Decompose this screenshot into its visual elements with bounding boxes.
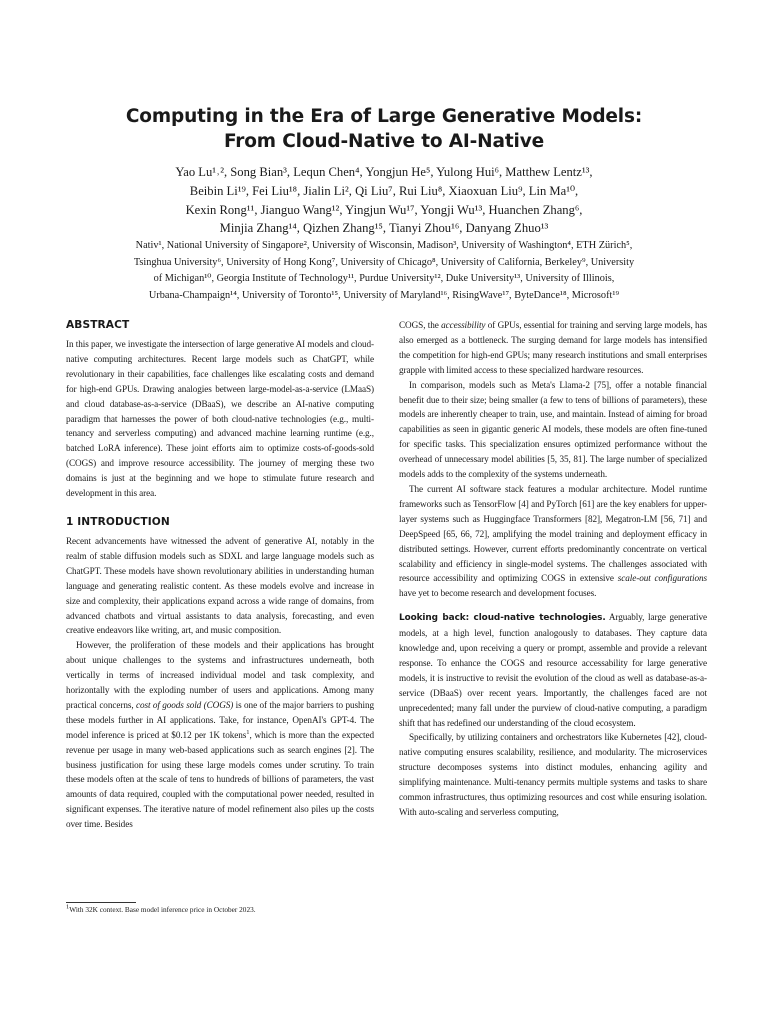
- footnote-mark: 1: [66, 903, 70, 911]
- right-column: [399, 318, 707, 820]
- affiliation-list: [60, 238, 708, 305]
- intro-text: , which is more than the expected revenue per usage in many web-based applications such as search engines [2]. The business justification for using these large models comes under scrutiny. To train these models often at the scale of tens to hundreds of billions of parameters, the vast amounts of data required, coupled with the computational power needed, resulted in significant expenses. The iterative nature of model refinement also piles up the costs over time. Besides: [66, 729, 374, 830]
- author-line: Yao Lu¹˒², Song Bian³, Lequn Chen⁴, Yongjun He⁵, Yulong Hui⁶, Matthew Lentz¹³,: [175, 165, 593, 179]
- footnote: [66, 905, 374, 915]
- right-paragraph-5: Specifically, by utilizing containers and orchestrators like Kubernetes [42], cloud-native computing ensures scalability, resilience, and modularity. The microservices structure decomposes systems into distinct modules, enhancing agility and simplifying maintenance. Multi-tenancy permits multiple systems and tasks to share common infrastructures, thus optimizing resources and cost while ensuring isolation. With auto-scaling and serverless computing,: [399, 732, 707, 817]
- body-text: have yet to become research and development focuses.: [399, 588, 597, 599]
- affiliation-line: Nativ¹, National University of Singapore², University of Wisconsin, Madison³, University of Washington⁴, ETH Zürich⁵,: [135, 240, 633, 251]
- body-text: The current AI software stack features a modular architecture. Model runtime frameworks such as TensorFlow [4] and PyTorch [61] are the key enablers for upper-layer systems such as Huggingface Transformers [82], Megatron-LM [56, 71] and DeepSpeed [65, 66, 72], amplifying the model training and deployment efficacy in distributed settings. However, current efforts predominantly concentrate on vertical scalability and efficiency in single-model systems. The challenges associated with resource accessibility and optimizing COGS in extensive: [399, 483, 707, 584]
- body-text: Arguably, large generative models, at a high level, function analogously to databases. They capture data knowledge and, upon receiving a query or prompt, assemble and provide a relevant response. To enhance the COGS and resource accessability for large generative models, it is instructive to revisit the evolution of the cloud as well as database-as-a-service (DBaaS) over recent years. Importantly, the challenges faced are not unprecedented; many fall under the purview of cloud-native computing, a paradigm shift that has redefined our understanding of the cloud ecosystem.: [399, 612, 707, 728]
- intro-paragraph-1: Recent advancements have witnessed the advent of generative AI, notably in the realm of stable diffusion models such as SDXL and large language models such as ChatGPT. These models have shown revolutionary abilities in understanding human language and generating realistic content. As these models evolve and increase in size and complexity, their applications expand across a wide range of domains, from advanced chatbots and virtual assistants to data analysis, forecasting, and even creative endeavors like writing, art, and music composition.: [66, 535, 374, 636]
- introduction-heading: 1 INTRODUCTION: [66, 515, 170, 528]
- intro-text: is one of the major barriers to pushing these models further in AI applications. Take, for instance, OpenAI's GPT-4. The model inference is priced at $0.12 per 1K tokens: [66, 699, 374, 740]
- paper-title: [60, 104, 708, 154]
- author-line: Kexin Rong¹¹, Jianguo Wang¹², Yingjun Wu¹⁷, Yongji Wu¹³, Huanchen Zhang⁶,: [185, 202, 583, 217]
- right-paragraph-1: [399, 318, 707, 378]
- accessibility-emphasis: accessibility: [441, 320, 486, 330]
- scale-out-emphasis: scale-out configurations: [617, 573, 707, 584]
- footnote-text: With 32K context. Base model inference price in October 2023.: [69, 905, 256, 914]
- right-paragraph-4: [399, 610, 707, 730]
- author-line: Minjia Zhang¹⁴, Qizhen Zhang¹⁵, Tianyi Zhou¹⁶, Danyang Zhuo¹³: [219, 221, 549, 236]
- abstract-body: In this paper, we investigate the intersection of large generative AI models and cloud-native computing architectures. Recent large models such as ChatGPT, while revolutionary in their capabilities, face challenges like escalating costs and demand for high-end GPUs. Drawing analogies between large-model-as-a-service (LMaaS) and cloud database-as-a-service (DBaaS), we describe an AI-native computing paradigm that harnesses the power of both cloud-native technologies (e.g., multi-tenancy and serverless computing) and advanced machine learning runtime (e.g., batched LoRA inference). These joint efforts aim to optimize costs-of-goods-sold (COGS) and improve resource accessibility. The journey of merging these two domains is just at the beginning and we hope to stimulate future research and development in this area.: [66, 339, 374, 499]
- abstract-heading: ABSTRACT: [66, 319, 130, 331]
- body-text: COGS, the: [399, 320, 442, 330]
- footnote-rule: [66, 902, 136, 903]
- left-column: [66, 318, 374, 832]
- affiliation-line: Tsinghua University⁶, University of Hong Kong⁷, University of Chicago⁸, University of California, Berkeley⁹, University: [133, 256, 635, 268]
- author-line: Beibin Li¹⁹, Fei Liu¹⁸, Jialin Li², Qi Liu⁷, Rui Liu⁸, Xiaoxuan Liu⁹, Lin Ma¹⁰,: [189, 183, 579, 198]
- footnote-ref[interactable]: 1: [246, 728, 250, 736]
- intro-paragraph-2: [66, 638, 374, 832]
- body-text: of GPUs, essential for training and serving large models, has also emerged as a bottleneck. The surging demand for large models has intensified the competition for high-end GPUs; many research institutions and small enterprises grapple with limited access to these specialized hardware resources.: [399, 320, 708, 375]
- intro-text: However, the proliferation of these models and their applications has brought about unique challenges to the systems and infrastructures underneath, both vertically in terms of increased individual model and task complexity, and horizontally with the exploding number of users and applications. Among many practical concerns,: [66, 640, 374, 710]
- author-list: [60, 163, 708, 238]
- affiliation-line: of Michigan¹⁰, Georgia Institute of Technology¹¹, Purdue University¹², Duke University¹³, University of Illinois,: [153, 273, 615, 285]
- cogs-emphasis: cost of goods sold (COGS): [135, 699, 234, 710]
- title-line-1: Computing in the Era of Large Generative Models:: [125, 106, 643, 127]
- right-paragraph-3: [399, 482, 707, 601]
- title-line-2: From Cloud-Native to AI-Native: [223, 131, 545, 152]
- affiliation-line: Urbana-Champaign¹⁴, University of Toronto¹⁵, University of Maryland¹⁶, RisingWave¹⁷, ByteDance¹⁸, Microsoft¹⁹: [148, 290, 620, 302]
- run-in-heading: Looking back: cloud-native technologies.: [399, 613, 606, 624]
- right-paragraph-2: In comparison, models such as Meta's Llama-2 [75], offer a notable financial benefit due to their size; being smaller (a few to tens of billions of parameters), these models are inherently cheaper to train, use, and maintain. Instead of aiming for broad capabilities as seen in gigantic generic AI models, these models are often fine-tuned for specific tasks. This specialization ensures optimized performance without the overhead of unnecessary model abilities [5, 35, 81]. The large number of specialized models adds to the complexity of the systems underneath.: [399, 379, 707, 480]
